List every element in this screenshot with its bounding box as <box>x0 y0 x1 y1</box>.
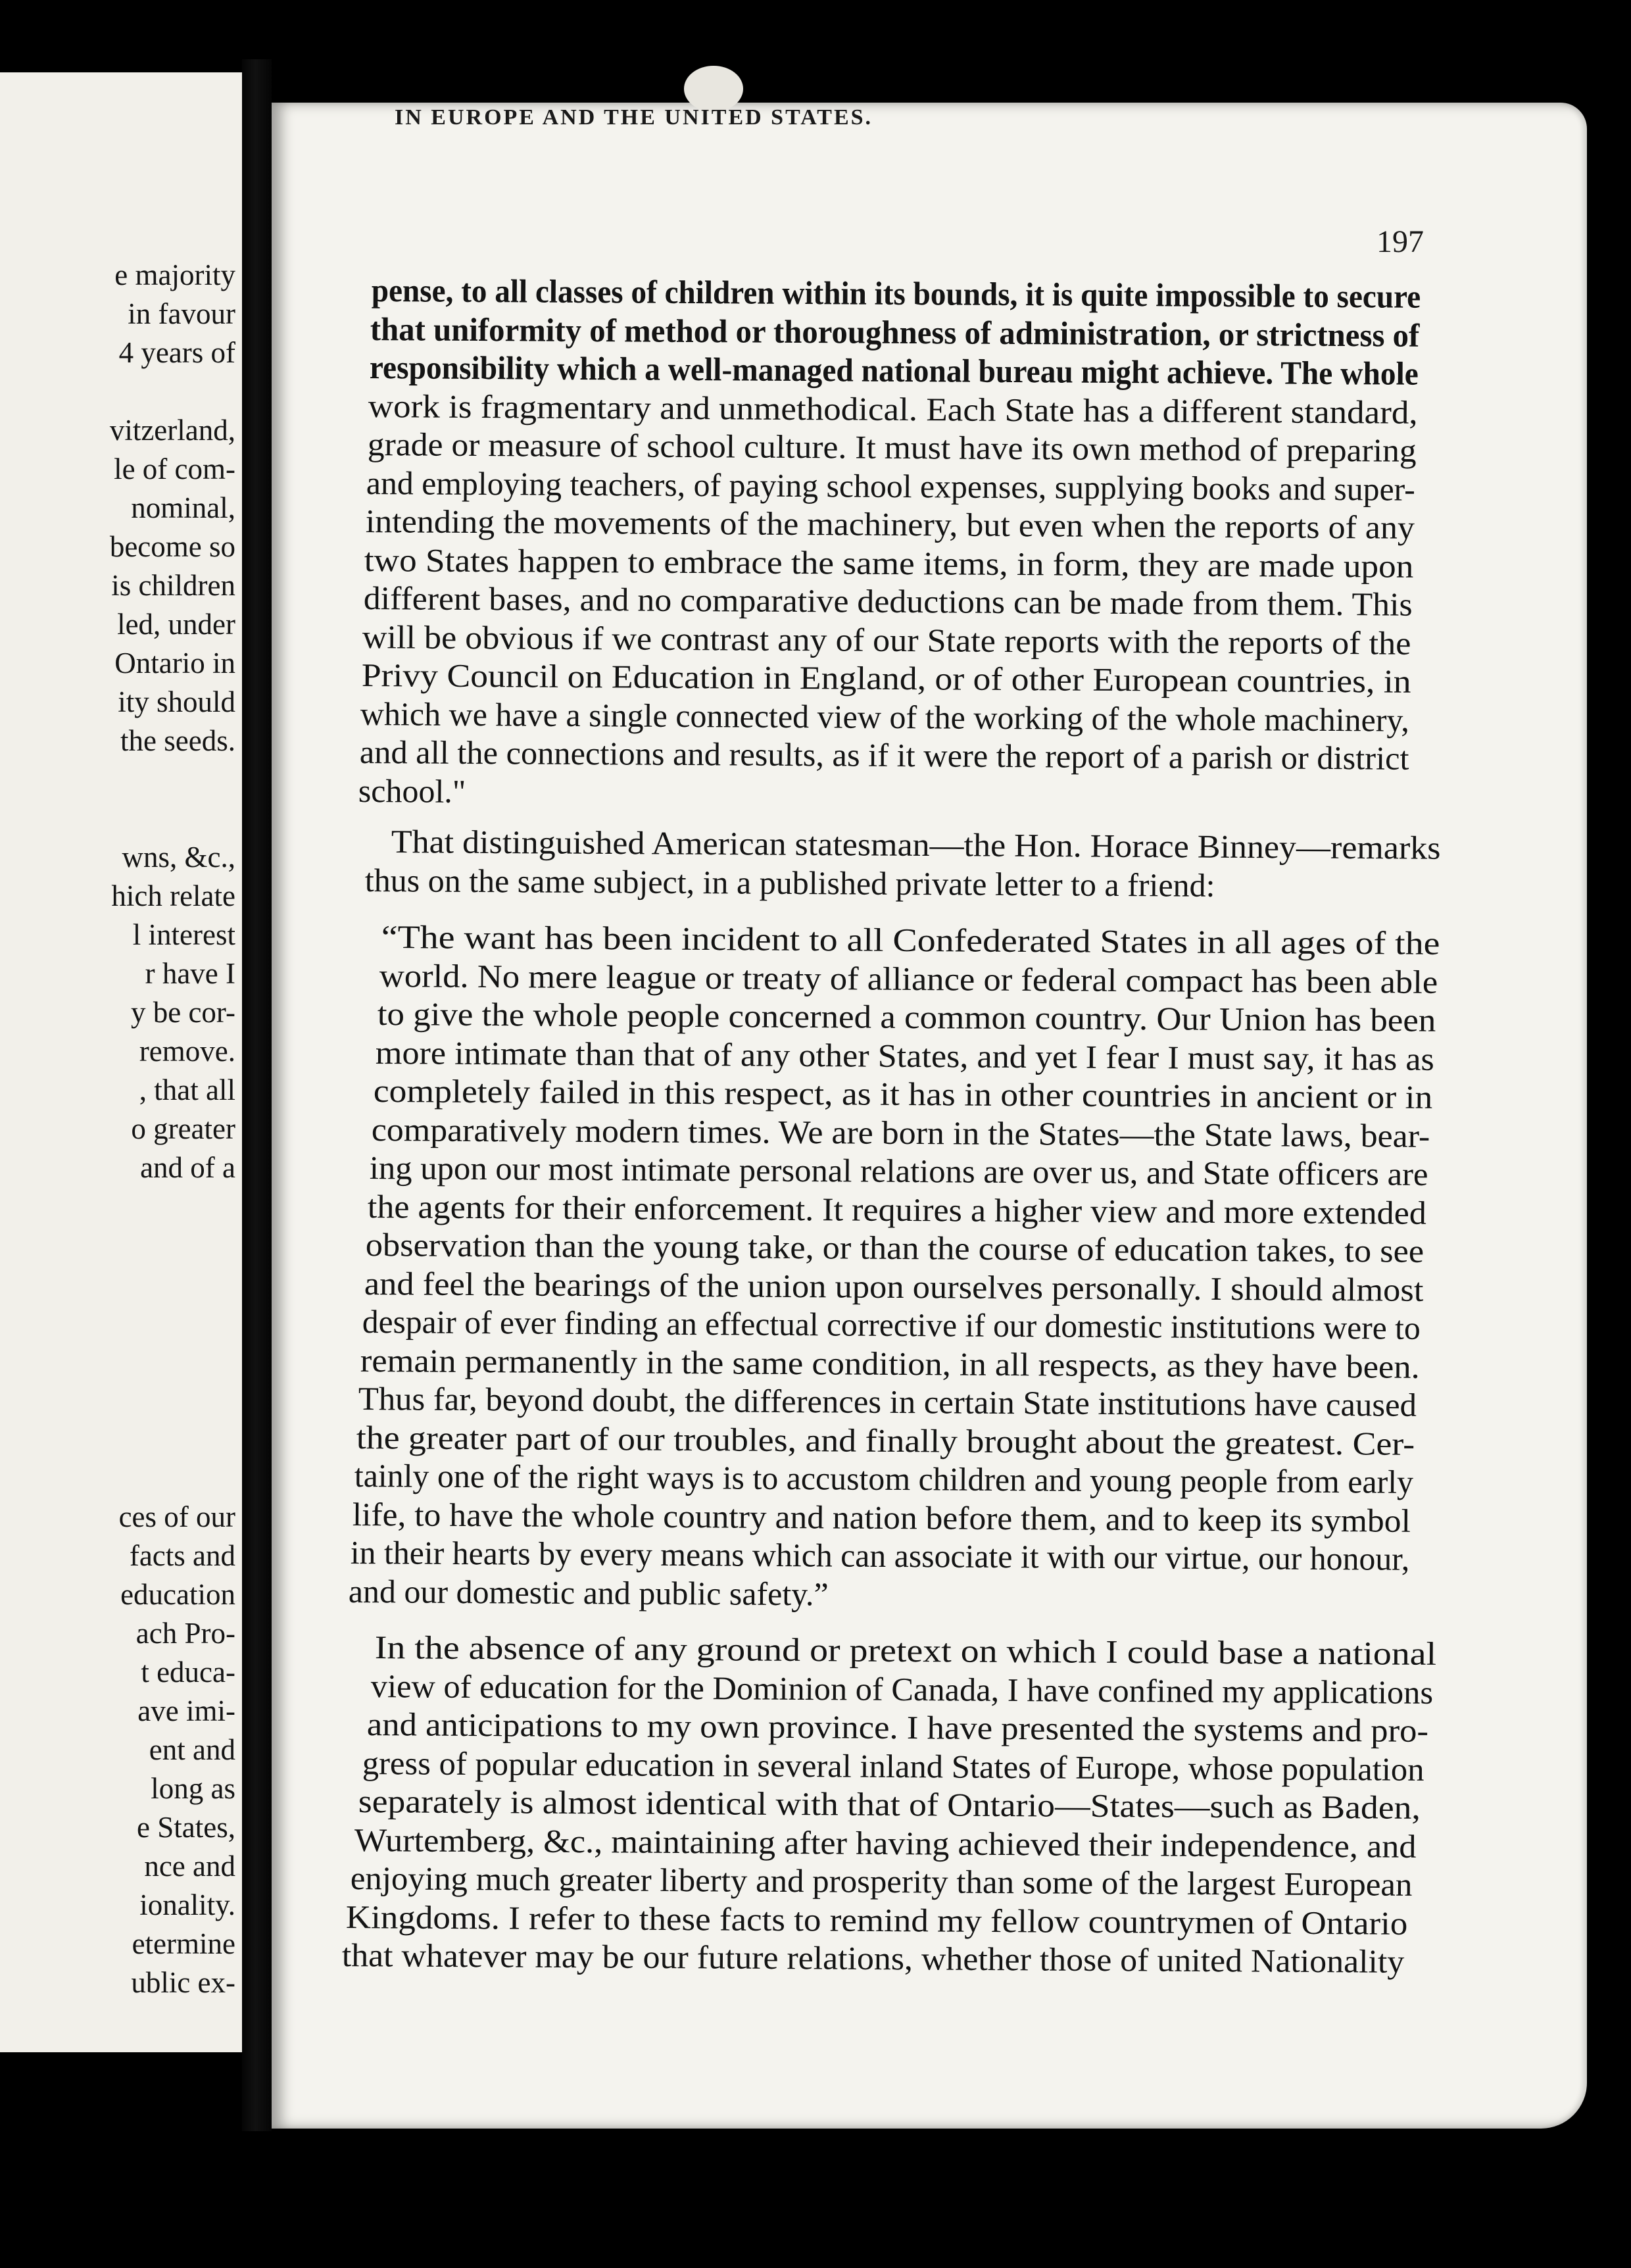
left-page-line: wns, &c., <box>122 841 235 874</box>
paragraph1-line: two States happen to embrace the same items, in form, they are made upon <box>364 541 1414 585</box>
left-page-line: education <box>120 1578 235 1611</box>
paragraph3-line: gress of popular education in several inland States of Europe, whose population <box>362 1744 1424 1788</box>
left-page-line: led, under <box>117 608 235 641</box>
paragraph1-line: Privy Council on Education in England, or of other European countries, in <box>361 656 1411 700</box>
paragraph3-line: Kingdoms. I refer to these facts to remind my fellow countrymen of Ontario <box>345 1898 1408 1942</box>
paragraph1-line: different bases, and no comparative deductions can be made from them. This <box>363 579 1413 623</box>
quote-line: world. No mere league or treaty of alliance or federal compact has been able <box>379 956 1438 1000</box>
paragraph1-line: which we have a single connected view of the working of the whole machinery, <box>360 695 1410 739</box>
left-page <box>0 72 249 2052</box>
left-page-line: ent and <box>149 1733 235 1766</box>
quote-line: and our domestic and public safety.” <box>348 1572 829 1612</box>
paragraph1-line: grade or measure of school culture. It must have its own method of preparing <box>367 426 1417 469</box>
paragraph2-line: That distinguished American statesman—the Hon. Horace Binney—remarks <box>391 823 1441 866</box>
left-page-line: the seeds. <box>120 724 235 757</box>
quote-line: the greater part of our troubles, and finally brought about the greatest. Cer- <box>356 1418 1415 1462</box>
left-page-line: e States, <box>137 1811 235 1844</box>
paragraph1-line: that uniformity of method or thoroughness of administration, or strictness of <box>370 310 1420 354</box>
left-page-line: , that all <box>139 1073 235 1106</box>
paragraph1-line: will be obvious if we contrast any of our State reports with the reports of the <box>362 618 1411 662</box>
quote-line: more intimate than that of any other States, and yet I fear I must say, it has as <box>375 1033 1435 1077</box>
paragraph3-line: In the absence of any ground or pretext on which I could base a national <box>374 1629 1437 1672</box>
left-page-line: nominal, <box>131 491 235 524</box>
paragraph1-line: intending the movements of the machinery, but even when the reports of any <box>365 503 1415 546</box>
left-page-line: r have I <box>145 957 235 990</box>
left-page-line: become so <box>109 530 235 563</box>
book-spine <box>242 59 272 2131</box>
quote-line: remain permanently in the same condition, in all respects, as they have been. <box>360 1341 1420 1385</box>
left-page-line: l interest <box>132 918 235 951</box>
paragraph3-line: that whatever may be our future relations, whether those of united Nationality <box>341 1936 1405 1980</box>
quote-line: to give the whole people concerned a common country. Our Union has been <box>377 995 1436 1039</box>
left-page-line: is children <box>111 569 235 602</box>
left-page-line: e majority <box>114 259 235 291</box>
left-page-line: hich relate <box>111 879 235 912</box>
left-page-line: y be cor- <box>130 996 235 1029</box>
paragraph1-line: and all the connections and results, as if it were the report of a parish or district <box>359 733 1409 777</box>
left-page-line: vitzerland, <box>109 414 235 447</box>
quote-line: life, to have the whole country and nation before them, and to keep its symbol <box>352 1495 1411 1539</box>
paragraph3-line: view of education for the Dominion of Canada, I have confined my applications <box>370 1667 1434 1711</box>
quote-line: completely failed in this respect, as it has in other countries in ancient or in <box>373 1072 1433 1116</box>
quote-line: in their hearts by every means which can associate it with our virtue, our honour, <box>350 1534 1410 1577</box>
paragraph1-line: responsibility which a well-managed national bureau might achieve. The whole <box>369 349 1419 392</box>
left-page-line: ave imi- <box>137 1694 235 1727</box>
quote-line: “The want has been incident to all Confederated States in all ages of the <box>381 918 1440 962</box>
left-page-line: Ontario in <box>114 647 235 679</box>
left-page-line: in favour <box>128 297 235 330</box>
left-page-line: nce and <box>144 1850 235 1883</box>
quote-line: comparatively modern times. We are born in the States—the State laws, bear- <box>371 1110 1430 1154</box>
paragraph3-line: separately is almost identical with that of Ontario—States—such as Baden, <box>358 1783 1421 1826</box>
left-page-line: remove. <box>139 1035 235 1068</box>
left-page-line: ces of our <box>118 1500 235 1533</box>
left-page-line: ionality. <box>139 1888 235 1921</box>
quote-line: and feel the bearings of the union upon ourselves personally. I should almost <box>364 1264 1424 1308</box>
left-page-line: le of com- <box>114 453 235 485</box>
left-page-line: t educa- <box>141 1656 235 1689</box>
left-page-line: o greater <box>131 1112 235 1145</box>
paragraph3-line: and anticipations to my own province. I have presented the systems and pro- <box>366 1706 1428 1749</box>
left-page-line: 4 years of <box>118 336 235 369</box>
paragraph1-line: school." <box>358 772 466 810</box>
paragraph2-line: thus on the same subject, in a published private letter to a friend: <box>364 861 1215 904</box>
quote-line: ing upon our most intimate personal relations are over us, and State officers are <box>369 1149 1429 1193</box>
running-head: IN EUROPE AND THE UNITED STATES. <box>395 105 873 130</box>
left-page-line: facts and <box>129 1539 235 1572</box>
quote-line: the agents for their enforcement. It requires a higher view and more extended <box>368 1187 1427 1231</box>
left-page-line: ach Pro- <box>135 1617 235 1650</box>
paragraph3-line: Wurtemberg, &c., maintaining after having achieved their independence, and <box>354 1821 1417 1865</box>
paragraph1-line: and employing teachers, of paying school expenses, supplying books and super- <box>366 464 1416 508</box>
paragraph1-line: work is fragmentary and unmethodical. Each State has a different standard, <box>368 387 1419 431</box>
page-number: 197 <box>1376 224 1424 259</box>
left-page-line: and of a <box>140 1151 235 1184</box>
paragraph3-line: enjoying much greater liberty and prosperity than some of the largest European <box>350 1860 1413 1903</box>
left-page-line: ublic ex- <box>131 1966 235 1999</box>
left-page-line: long as <box>151 1772 235 1805</box>
quote-line: Thus far, beyond doubt, the differences in certain State institutions have caused <box>358 1380 1417 1423</box>
left-page-line: etermine <box>132 1927 235 1960</box>
left-page-line: ity should <box>118 685 235 718</box>
quote-line: despair of ever finding an effectual corrective if our domestic institutions were to <box>362 1303 1421 1346</box>
quote-line: observation than the young take, or than the course of education takes, to see <box>366 1226 1424 1270</box>
paragraph1-line: pense, to all classes of children within its bounds, it is quite impossible to secure <box>371 271 1421 315</box>
quote-line: tainly one of the right ways is to accustom children and young people from early <box>354 1457 1414 1500</box>
